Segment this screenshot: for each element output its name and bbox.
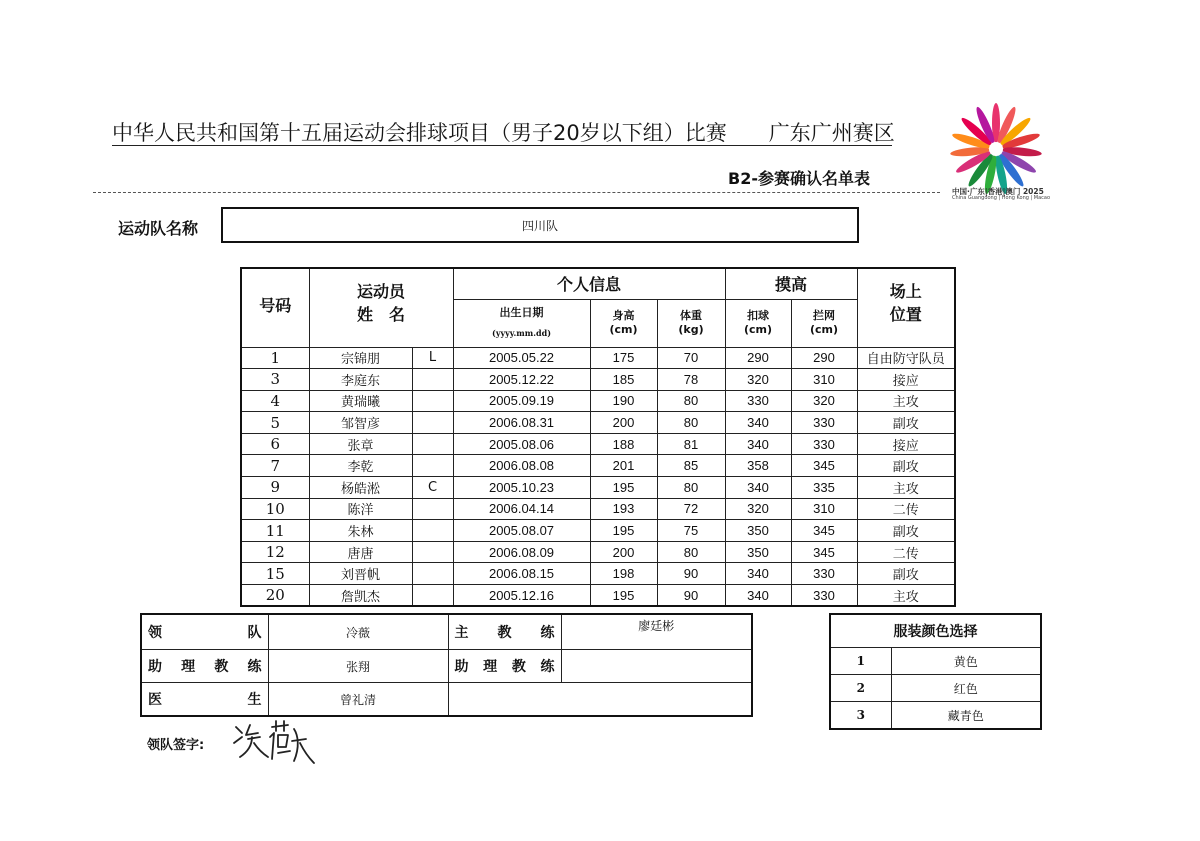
- doctor-name: 曾礼清: [268, 683, 448, 717]
- row-birth-date: 2006.04.14: [453, 498, 590, 520]
- row-weight: 80: [657, 477, 725, 499]
- row-height: 200: [590, 541, 657, 563]
- header-athlete-line2: 姓 名: [357, 305, 406, 324]
- row-birth-date: 2005.05.22: [453, 347, 590, 369]
- row-spike-reach: 350: [725, 520, 791, 542]
- row-spike-reach: 320: [725, 498, 791, 520]
- roster-row: [241, 563, 955, 585]
- header-block-unit: (cm): [810, 323, 839, 336]
- header-block-label: 拦网: [813, 309, 836, 322]
- roster-row: [241, 520, 955, 542]
- team-name-label: 运动队名称: [118, 219, 199, 238]
- header-spike: [725, 299, 791, 347]
- header-weight-label: 体重: [680, 309, 703, 322]
- row-spike-reach: 358: [725, 455, 791, 477]
- row-athlete-name: 黄瑞曦: [309, 390, 412, 412]
- assistant2-name: [561, 650, 752, 683]
- header-height-unit: (cm): [609, 323, 638, 336]
- row-height: 195: [590, 520, 657, 542]
- row-weight: 72: [657, 498, 725, 520]
- roster-body: [241, 347, 955, 606]
- row-number: 9: [241, 477, 309, 499]
- header-athlete: [309, 268, 453, 347]
- row-number: 6: [241, 433, 309, 455]
- row-block-reach: 345: [791, 520, 857, 542]
- row-athlete-name: 唐唐: [309, 541, 412, 563]
- row-block-reach: 290: [791, 347, 857, 369]
- row-spike-reach: 330: [725, 390, 791, 412]
- header-reach: 摸高: [725, 268, 857, 299]
- staff-table: [140, 613, 753, 717]
- row-position: 主攻: [857, 585, 955, 607]
- row-athlete-name: 李乾: [309, 455, 412, 477]
- form-code: B2-参赛确认名单表: [728, 169, 870, 188]
- row-number: 20: [241, 585, 309, 607]
- assistant2-label: 助 理 教 练: [448, 650, 561, 683]
- row-height: 193: [590, 498, 657, 520]
- row-weight: 80: [657, 541, 725, 563]
- row-height: 190: [590, 390, 657, 412]
- row-number: 10: [241, 498, 309, 520]
- row-height: 201: [590, 455, 657, 477]
- header-athlete-line1: 运动员: [357, 282, 406, 301]
- uniform-option-color: 红色: [891, 675, 1041, 702]
- row-block-reach: 330: [791, 585, 857, 607]
- row-position: 副攻: [857, 520, 955, 542]
- row-block-reach: 330: [791, 433, 857, 455]
- row-number: 5: [241, 412, 309, 434]
- uniform-option-index: 3: [830, 702, 891, 730]
- row-block-reach: 330: [791, 412, 857, 434]
- assistant-label: 助 理 教 练: [141, 650, 268, 683]
- row-block-reach: 345: [791, 541, 857, 563]
- row-weight: 70: [657, 347, 725, 369]
- header-weight: [657, 299, 725, 347]
- roster-row: [241, 433, 955, 455]
- row-position: 二传: [857, 541, 955, 563]
- row-role-mark: [412, 585, 453, 607]
- row-birth-date: 2005.12.22: [453, 369, 590, 391]
- row-birth-date: 2006.08.08: [453, 455, 590, 477]
- header-weight-unit: (kg): [678, 323, 704, 336]
- leader-name: 冷薇: [268, 614, 448, 650]
- row-block-reach: 345: [791, 455, 857, 477]
- assistant-name: 张翔: [268, 650, 448, 683]
- row-athlete-name: 宗锦朋: [309, 347, 412, 369]
- header-birth-format: (yyyy.mm.dd): [492, 328, 551, 338]
- row-number: 7: [241, 455, 309, 477]
- title-underline: [112, 145, 892, 146]
- uniform-option-index: 2: [830, 675, 891, 702]
- row-position: 副攻: [857, 412, 955, 434]
- row-number: 15: [241, 563, 309, 585]
- row-athlete-name: 李庭东: [309, 369, 412, 391]
- roster-row: [241, 390, 955, 412]
- row-spike-reach: 350: [725, 541, 791, 563]
- row-height: 195: [590, 477, 657, 499]
- header-birth-date: [453, 299, 590, 347]
- row-birth-date: 2006.08.31: [453, 412, 590, 434]
- header-position: [857, 268, 955, 347]
- row-position: 副攻: [857, 455, 955, 477]
- row-position: 主攻: [857, 390, 955, 412]
- row-position: 接应: [857, 369, 955, 391]
- row-role-mark: C: [412, 477, 453, 499]
- row-number: 3: [241, 369, 309, 391]
- row-spike-reach: 340: [725, 433, 791, 455]
- row-athlete-name: 张章: [309, 433, 412, 455]
- staff-blank-cell: [448, 683, 752, 717]
- row-block-reach: 335: [791, 477, 857, 499]
- roster-row: [241, 412, 955, 434]
- row-athlete-name: 朱林: [309, 520, 412, 542]
- header-height: [590, 299, 657, 347]
- row-height: 198: [590, 563, 657, 585]
- row-birth-date: 2006.08.09: [453, 541, 590, 563]
- row-athlete-name: 刘晋帆: [309, 563, 412, 585]
- header-block: [791, 299, 857, 347]
- row-spike-reach: 340: [725, 563, 791, 585]
- row-block-reach: 330: [791, 563, 857, 585]
- logo-caption: 中国·广东|香港|澳门 2025: [952, 187, 1044, 196]
- row-spike-reach: 290: [725, 347, 791, 369]
- header-number: 号码: [241, 268, 309, 347]
- row-role-mark: [412, 433, 453, 455]
- header-spike-label: 扣球: [747, 309, 770, 322]
- header-personal-info: 个人信息: [453, 268, 725, 299]
- row-height: 188: [590, 433, 657, 455]
- uniform-title: 服装颜色选择: [830, 614, 1041, 648]
- row-role-mark: [412, 541, 453, 563]
- header-height-label: 身高: [612, 309, 635, 322]
- event-title: 中华人民共和国第十五届运动会排球项目（男子20岁以下组）比赛 广东广州赛区: [112, 121, 895, 145]
- row-birth-date: 2006.08.15: [453, 563, 590, 585]
- uniform-option-color: 黄色: [891, 648, 1041, 675]
- logo-caption-english: China Guangdong | Hong Kong | Macao: [952, 195, 1051, 201]
- row-athlete-name: 陈洋: [309, 498, 412, 520]
- roster-row: [241, 455, 955, 477]
- header-position-line1: 场上: [889, 282, 922, 301]
- row-birth-date: 2005.08.07: [453, 520, 590, 542]
- row-spike-reach: 340: [725, 412, 791, 434]
- row-position: 二传: [857, 498, 955, 520]
- doctor-label: 医 生: [141, 683, 268, 717]
- row-block-reach: 310: [791, 498, 857, 520]
- row-height: 195: [590, 585, 657, 607]
- row-block-reach: 320: [791, 390, 857, 412]
- row-position: 自由防守队员: [857, 347, 955, 369]
- row-role-mark: L: [412, 347, 453, 369]
- row-weight: 90: [657, 563, 725, 585]
- row-weight: 81: [657, 433, 725, 455]
- roster-row: [241, 541, 955, 563]
- row-spike-reach: 320: [725, 369, 791, 391]
- row-weight: 85: [657, 455, 725, 477]
- row-athlete-name: 邹智彦: [309, 412, 412, 434]
- roster-row: [241, 347, 955, 369]
- uniform-option-index: 1: [830, 648, 891, 675]
- row-number: 1: [241, 347, 309, 369]
- dotted-divider: [93, 192, 940, 193]
- row-height: 185: [590, 369, 657, 391]
- row-birth-date: 2005.12.16: [453, 585, 590, 607]
- row-height: 175: [590, 347, 657, 369]
- roster-row: [241, 498, 955, 520]
- roster-row: [241, 585, 955, 607]
- signature-label: 领队签字:: [147, 738, 205, 753]
- header-birth-date-label: 出生日期: [499, 306, 544, 319]
- row-spike-reach: 340: [725, 477, 791, 499]
- row-position: 接应: [857, 433, 955, 455]
- header-spike-unit: (cm): [743, 323, 773, 336]
- row-position: 主攻: [857, 477, 955, 499]
- row-weight: 90: [657, 585, 725, 607]
- row-height: 200: [590, 412, 657, 434]
- row-number: 11: [241, 520, 309, 542]
- header-position-line2: 位置: [889, 305, 922, 324]
- row-athlete-name: 詹凯杰: [309, 585, 412, 607]
- row-role-mark: [412, 369, 453, 391]
- row-weight: 78: [657, 369, 725, 391]
- row-role-mark: [412, 455, 453, 477]
- row-weight: 80: [657, 412, 725, 434]
- uniform-color-table: [829, 613, 1042, 730]
- leader-label: 领 队: [141, 614, 268, 650]
- row-birth-date: 2005.08.06: [453, 433, 590, 455]
- row-athlete-name: 杨皓淞: [309, 477, 412, 499]
- row-weight: 75: [657, 520, 725, 542]
- row-role-mark: [412, 412, 453, 434]
- row-weight: 80: [657, 390, 725, 412]
- team-name-field: 四川队: [221, 207, 859, 243]
- head-coach-label: 主 教 练: [448, 614, 561, 650]
- roster-row: [241, 369, 955, 391]
- row-number: 4: [241, 390, 309, 412]
- roster-row: [241, 477, 955, 499]
- roster-table: [240, 267, 956, 607]
- row-birth-date: 2005.10.23: [453, 477, 590, 499]
- row-role-mark: [412, 520, 453, 542]
- row-birth-date: 2005.09.19: [453, 390, 590, 412]
- row-spike-reach: 340: [725, 585, 791, 607]
- row-role-mark: [412, 390, 453, 412]
- row-role-mark: [412, 498, 453, 520]
- row-role-mark: [412, 563, 453, 585]
- row-number: 12: [241, 541, 309, 563]
- row-position: 副攻: [857, 563, 955, 585]
- uniform-option-color: 藏青色: [891, 702, 1041, 730]
- row-block-reach: 310: [791, 369, 857, 391]
- head-coach-name: 廖廷彬: [561, 614, 752, 650]
- handwritten-signature: [228, 717, 318, 767]
